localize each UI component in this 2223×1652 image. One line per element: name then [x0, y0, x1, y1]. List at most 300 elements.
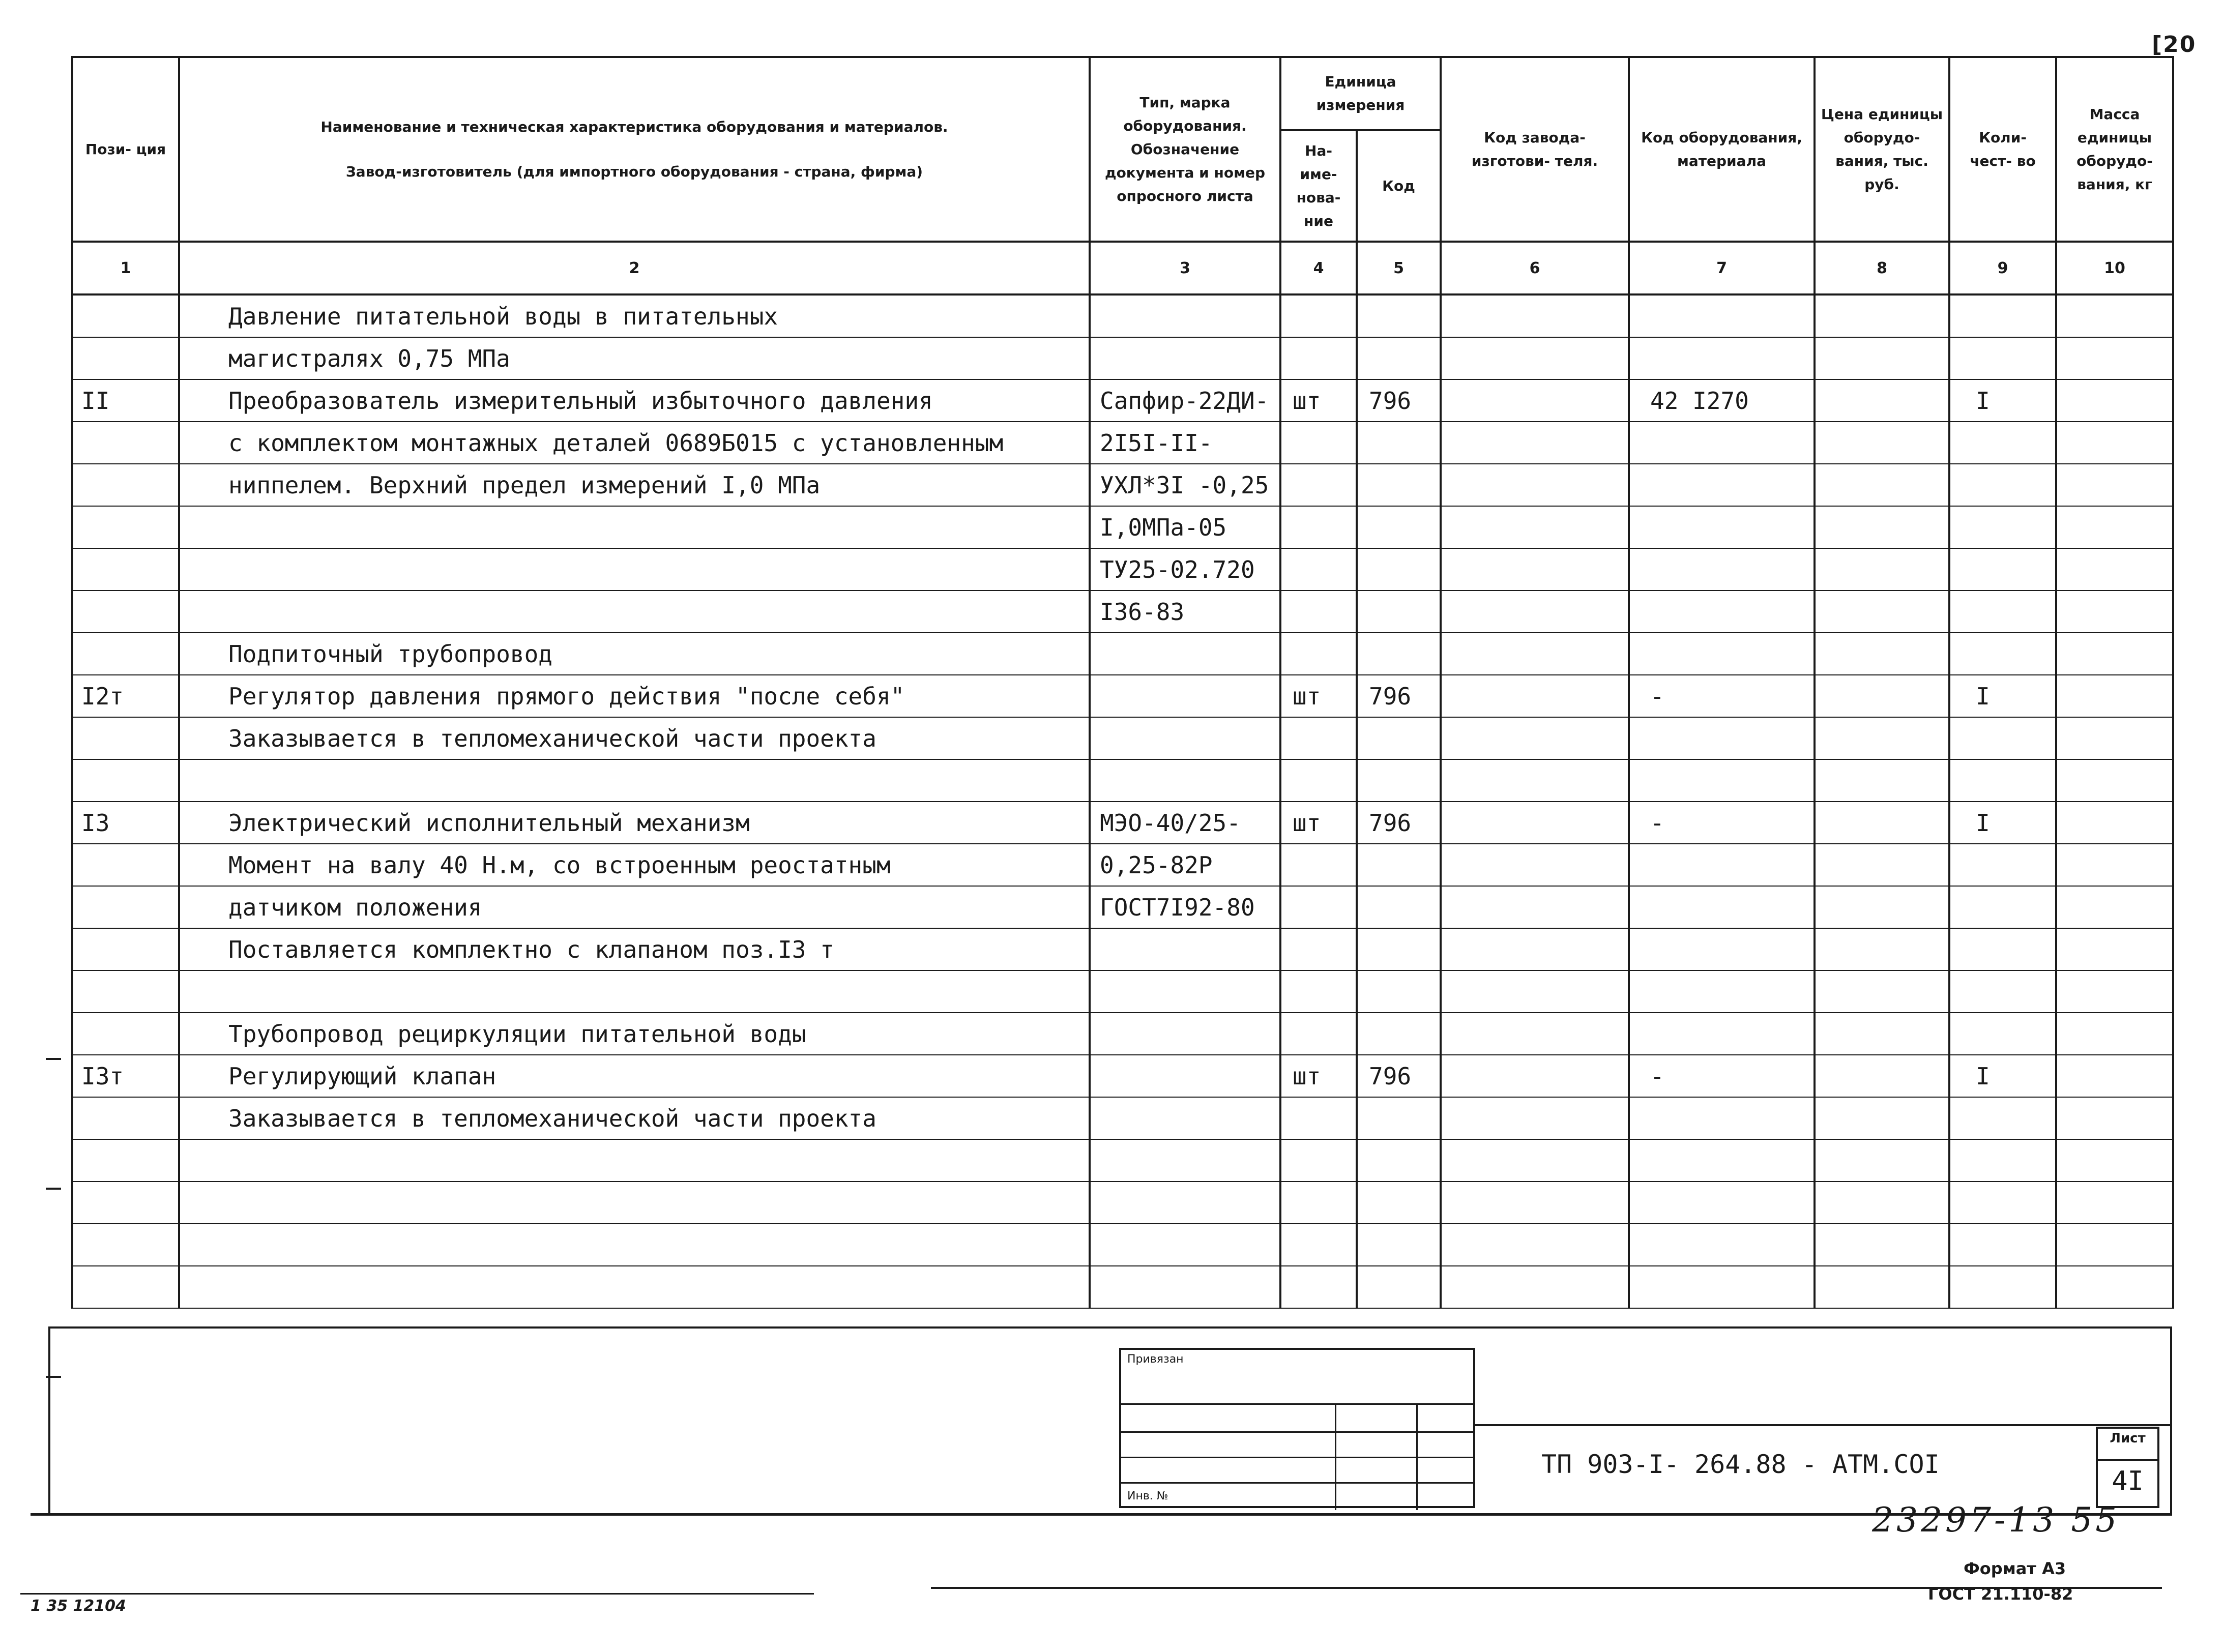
- table-row: [72, 1139, 2173, 1182]
- row-manufacturer-code: [1441, 422, 1629, 464]
- row-quantity: I: [1949, 1055, 2056, 1097]
- row-quantity: [1949, 886, 2056, 928]
- table-row: [72, 886, 2173, 928]
- row-price: [1815, 970, 1949, 1013]
- row-mass: [2056, 591, 2173, 633]
- row-price: [1815, 422, 1949, 464]
- stamp-title: Привязан: [1127, 1353, 1184, 1366]
- format-label: Формат А3: [1964, 1559, 2066, 1578]
- row-equipment-code: [1629, 844, 1815, 886]
- row-price: [1815, 337, 1949, 379]
- row-type: [1090, 1097, 1280, 1139]
- row-unit: [1280, 1182, 1357, 1224]
- document-code: ТП 903-I- 264.88 - АТМ.СОI: [1541, 1450, 1940, 1479]
- header-name-line1: Наименование и техническая характеристика оборудования и материалов.: [320, 118, 948, 135]
- row-unit: [1280, 844, 1357, 886]
- row-unit: [1280, 970, 1357, 1013]
- row-type: УХЛ*3I -0,25: [1090, 464, 1280, 506]
- row-unit-code: [1357, 1182, 1441, 1224]
- row-price: [1815, 759, 1949, 802]
- row-unit-code: [1357, 759, 1441, 802]
- row-position: [72, 633, 179, 675]
- row-equipment-code: -: [1629, 675, 1815, 717]
- row-quantity: [1949, 1182, 2056, 1224]
- row-price: [1815, 591, 1949, 633]
- row-position: [72, 1266, 179, 1308]
- stamp-line: [1121, 1457, 1473, 1458]
- column-number: 9: [1949, 242, 2056, 294]
- row-type: МЭО-40/25-: [1090, 802, 1280, 844]
- sheet-box: [2096, 1427, 2159, 1508]
- table-row: [72, 337, 2173, 379]
- row-unit-code: [1357, 1013, 1441, 1055]
- row-unit: [1280, 759, 1357, 802]
- row-name: [179, 591, 1090, 633]
- row-position: [72, 1224, 179, 1266]
- row-unit: шт: [1280, 1055, 1357, 1097]
- table-row: [72, 633, 2173, 675]
- frame-divider: [48, 1326, 2172, 1329]
- row-unit: [1280, 717, 1357, 759]
- gost-label: ГОСТ 21.110-82: [1928, 1584, 2073, 1604]
- table-row: [72, 294, 2173, 337]
- row-position: II: [72, 379, 179, 422]
- row-unit-code: [1357, 886, 1441, 928]
- table-row: [72, 717, 2173, 759]
- row-unit-code: [1357, 1097, 1441, 1139]
- table-row: [72, 1224, 2173, 1266]
- row-equipment-code: [1629, 717, 1815, 759]
- row-mass: [2056, 970, 2173, 1013]
- sheet-number: 4I: [2098, 1459, 2157, 1496]
- column-number: 3: [1090, 242, 1280, 294]
- frame-right-edge: [2170, 1326, 2172, 1515]
- row-type: [1090, 1055, 1280, 1097]
- row-type: [1090, 1182, 1280, 1224]
- row-manufacturer-code: [1441, 970, 1629, 1013]
- row-equipment-code: [1629, 1097, 1815, 1139]
- row-type: ТУ25-02.720: [1090, 548, 1280, 591]
- row-quantity: [1949, 1013, 2056, 1055]
- row-price: [1815, 717, 1949, 759]
- row-position: [72, 759, 179, 802]
- row-manufacturer-code: [1441, 379, 1629, 422]
- row-type: [1090, 337, 1280, 379]
- row-unit-code: 796: [1357, 802, 1441, 844]
- column-number: 2: [179, 242, 1090, 294]
- row-unit-code: [1357, 1266, 1441, 1308]
- row-quantity: I: [1949, 802, 2056, 844]
- row-mass: [2056, 1224, 2173, 1266]
- row-manufacturer-code: [1441, 506, 1629, 548]
- row-unit-code: 796: [1357, 1055, 1441, 1097]
- row-unit-code: [1357, 1224, 1441, 1266]
- row-unit: [1280, 1266, 1357, 1308]
- row-manufacturer-code: [1441, 337, 1629, 379]
- table-row: [72, 548, 2173, 591]
- row-name: [179, 1182, 1090, 1224]
- row-name: [179, 1224, 1090, 1266]
- row-equipment-code: [1629, 759, 1815, 802]
- handwritten-number: 23297-13 55: [1872, 1500, 2120, 1540]
- row-type: [1090, 717, 1280, 759]
- row-equipment-code: [1629, 294, 1815, 337]
- row-position: [72, 591, 179, 633]
- table-row: [72, 1182, 2173, 1224]
- row-name: Поставляется комплектно с клапаном поз.I3 т: [179, 928, 1090, 970]
- row-name: Регулятор давления прямого действия "после себя": [179, 675, 1090, 717]
- row-mass: [2056, 633, 2173, 675]
- row-manufacturer-code: [1441, 717, 1629, 759]
- row-mass: [2056, 1182, 2173, 1224]
- row-unit-code: [1357, 633, 1441, 675]
- row-type: [1090, 633, 1280, 675]
- row-unit: [1280, 886, 1357, 928]
- table-row: [72, 844, 2173, 886]
- row-position: [72, 970, 179, 1013]
- stamp-line: [1121, 1482, 1473, 1484]
- row-position: [72, 506, 179, 548]
- column-number: 10: [2056, 242, 2173, 294]
- row-unit-code: [1357, 717, 1441, 759]
- specification-table: [71, 56, 2174, 1309]
- row-quantity: [1949, 548, 2056, 591]
- row-position: I3т: [72, 1055, 179, 1097]
- row-equipment-code: [1629, 1266, 1815, 1308]
- column-number-row: [72, 242, 2173, 294]
- row-position: [72, 422, 179, 464]
- row-price: [1815, 294, 1949, 337]
- row-quantity: [1949, 506, 2056, 548]
- column-number: 4: [1280, 242, 1357, 294]
- row-type: I36-83: [1090, 591, 1280, 633]
- row-mass: [2056, 1013, 2173, 1055]
- row-unit: шт: [1280, 802, 1357, 844]
- row-mass: [2056, 337, 2173, 379]
- row-position: [72, 844, 179, 886]
- row-equipment-code: [1629, 548, 1815, 591]
- title-block-top-line: [1475, 1424, 2172, 1426]
- header-quantity: Коли- чест- во: [1949, 57, 2056, 242]
- row-manufacturer-code: [1441, 1097, 1629, 1139]
- row-name: магистралях 0,75 МПа: [179, 337, 1090, 379]
- row-type: [1090, 928, 1280, 970]
- row-equipment-code: -: [1629, 1055, 1815, 1097]
- header-units-group: Единица измерения: [1280, 57, 1441, 130]
- row-equipment-code: [1629, 633, 1815, 675]
- row-manufacturer-code: [1441, 844, 1629, 886]
- row-quantity: I: [1949, 379, 2056, 422]
- header-name-line2: Завод-изготовитель (для импортного оборудования - страна, фирма): [345, 163, 923, 180]
- row-quantity: [1949, 1224, 2056, 1266]
- row-equipment-code: 42 I270: [1629, 379, 1815, 422]
- table-row: [72, 759, 2173, 802]
- row-equipment-code: [1629, 337, 1815, 379]
- row-type: [1090, 1139, 1280, 1182]
- row-quantity: [1949, 717, 2056, 759]
- row-position: [72, 928, 179, 970]
- margin-tick: [46, 1058, 61, 1060]
- header-name: [179, 57, 1090, 242]
- row-equipment-code: [1629, 886, 1815, 928]
- row-name: [179, 970, 1090, 1013]
- row-mass: [2056, 506, 2173, 548]
- row-position: [72, 1013, 179, 1055]
- row-position: [72, 337, 179, 379]
- margin-tick: [46, 1188, 61, 1190]
- column-number: 8: [1815, 242, 1949, 294]
- row-equipment-code: [1629, 591, 1815, 633]
- table-row: [72, 591, 2173, 633]
- sheet-corner-mark: [20: [2152, 32, 2197, 57]
- row-mass: [2056, 1266, 2173, 1308]
- row-price: [1815, 886, 1949, 928]
- row-name: [179, 1266, 1090, 1308]
- row-manufacturer-code: [1441, 1266, 1629, 1308]
- row-manufacturer-code: [1441, 633, 1629, 675]
- row-position: [72, 548, 179, 591]
- row-position: I2т: [72, 675, 179, 717]
- row-manufacturer-code: [1441, 1224, 1629, 1266]
- row-type: ГОСТ7I92-80: [1090, 886, 1280, 928]
- row-position: [72, 1182, 179, 1224]
- row-mass: [2056, 844, 2173, 886]
- row-mass: [2056, 886, 2173, 928]
- row-unit: [1280, 506, 1357, 548]
- frame-left-edge: [48, 1326, 50, 1515]
- row-unit: [1280, 548, 1357, 591]
- table-row: [72, 422, 2173, 464]
- row-equipment-code: [1629, 1139, 1815, 1182]
- row-name: Подпиточный трубопровод: [179, 633, 1090, 675]
- header-row-1: [72, 57, 2173, 130]
- row-equipment-code: [1629, 1013, 1815, 1055]
- row-position: [72, 717, 179, 759]
- table-row: [72, 464, 2173, 506]
- row-position: [72, 1097, 179, 1139]
- row-name: с комплектом монтажных деталей 0689Б015 с установленным: [179, 422, 1090, 464]
- row-price: [1815, 1224, 1949, 1266]
- row-price: [1815, 802, 1949, 844]
- row-price: [1815, 1055, 1949, 1097]
- row-type: [1090, 1224, 1280, 1266]
- row-name: [179, 759, 1090, 802]
- row-unit-code: [1357, 1139, 1441, 1182]
- row-unit-code: [1357, 506, 1441, 548]
- row-equipment-code: [1629, 1224, 1815, 1266]
- row-type: Сапфир-22ДИ-: [1090, 379, 1280, 422]
- row-name: Трубопровод рециркуляции питательной воды: [179, 1013, 1090, 1055]
- row-unit-code: [1357, 970, 1441, 1013]
- table-row: [72, 928, 2173, 970]
- row-mass: [2056, 759, 2173, 802]
- frame-bottom-edge: [31, 1513, 2172, 1516]
- row-name: ниппелем. Верхний предел измерений I,0 МПа: [179, 464, 1090, 506]
- stamp-line: [1121, 1403, 1473, 1405]
- stamp-vline: [1335, 1403, 1336, 1510]
- header-equipment-code: Код оборудования, материала: [1629, 57, 1815, 242]
- row-quantity: [1949, 759, 2056, 802]
- row-unit: [1280, 422, 1357, 464]
- row-manufacturer-code: [1441, 1139, 1629, 1182]
- row-unit-code: [1357, 928, 1441, 970]
- row-equipment-code: -: [1629, 802, 1815, 844]
- row-equipment-code: [1629, 506, 1815, 548]
- row-unit-code: [1357, 591, 1441, 633]
- row-mass: [2056, 422, 2173, 464]
- row-unit: [1280, 464, 1357, 506]
- header-type: Тип, марка оборудования. Обозначение документа и номер опросного листа: [1090, 57, 1280, 242]
- approval-stamp: [1119, 1348, 1475, 1508]
- row-quantity: [1949, 337, 2056, 379]
- row-name: Заказывается в тепломеханической части проекта: [179, 1097, 1090, 1139]
- sheet-label: Лист: [2110, 1431, 2146, 1446]
- row-quantity: I: [1949, 675, 2056, 717]
- header-position: Пози- ция: [72, 57, 179, 242]
- row-price: [1815, 1266, 1949, 1308]
- row-mass: [2056, 464, 2173, 506]
- row-unit-code: [1357, 422, 1441, 464]
- row-manufacturer-code: [1441, 675, 1629, 717]
- row-manufacturer-code: [1441, 548, 1629, 591]
- row-price: [1815, 1139, 1949, 1182]
- row-mass: [2056, 802, 2173, 844]
- inventory-number: 1 35 12104: [31, 1597, 126, 1615]
- header-mass: Масса единицы оборудо-вания, кг: [2056, 57, 2173, 242]
- footer-line-left: [20, 1593, 814, 1595]
- row-position: [72, 886, 179, 928]
- row-unit: [1280, 633, 1357, 675]
- row-manufacturer-code: [1441, 1055, 1629, 1097]
- row-name: Электрический исполнительный механизм: [179, 802, 1090, 844]
- row-name: Заказывается в тепломеханической части проекта: [179, 717, 1090, 759]
- row-unit-code: [1357, 294, 1441, 337]
- row-quantity: [1949, 464, 2056, 506]
- stamp-inventory-label: Инв. №: [1127, 1490, 1168, 1502]
- row-quantity: [1949, 1139, 2056, 1182]
- row-price: [1815, 1013, 1949, 1055]
- row-name: датчиком положения: [179, 886, 1090, 928]
- row-unit: шт: [1280, 379, 1357, 422]
- row-manufacturer-code: [1441, 928, 1629, 970]
- row-unit: [1280, 1097, 1357, 1139]
- row-mass: [2056, 717, 2173, 759]
- table-row: [72, 1097, 2173, 1139]
- row-mass: [2056, 1097, 2173, 1139]
- row-price: [1815, 633, 1949, 675]
- row-type: [1090, 1266, 1280, 1308]
- row-type: 0,25-82Р: [1090, 844, 1280, 886]
- row-position: [72, 1139, 179, 1182]
- row-type: [1090, 675, 1280, 717]
- row-quantity: [1949, 970, 2056, 1013]
- row-mass: [2056, 548, 2173, 591]
- row-type: 2I5I-II-: [1090, 422, 1280, 464]
- row-quantity: [1949, 422, 2056, 464]
- row-type: I,0МПа-05: [1090, 506, 1280, 548]
- row-equipment-code: [1629, 928, 1815, 970]
- header-unit-name: На- име- нова- ние: [1280, 130, 1357, 242]
- row-position: [72, 464, 179, 506]
- row-mass: [2056, 1055, 2173, 1097]
- row-manufacturer-code: [1441, 591, 1629, 633]
- row-manufacturer-code: [1441, 294, 1629, 337]
- row-type: [1090, 1013, 1280, 1055]
- row-unit: шт: [1280, 675, 1357, 717]
- row-manufacturer-code: [1441, 802, 1629, 844]
- row-quantity: [1949, 591, 2056, 633]
- row-name: Момент на валу 40 Н.м, со встроенным реостатным: [179, 844, 1090, 886]
- row-mass: [2056, 675, 2173, 717]
- row-equipment-code: [1629, 1182, 1815, 1224]
- row-price: [1815, 1097, 1949, 1139]
- table-row: [72, 802, 2173, 844]
- column-number: 5: [1357, 242, 1441, 294]
- row-quantity: [1949, 1097, 2056, 1139]
- row-name: [179, 506, 1090, 548]
- row-unit: [1280, 928, 1357, 970]
- column-number: 7: [1629, 242, 1815, 294]
- row-quantity: [1949, 844, 2056, 886]
- row-equipment-code: [1629, 970, 1815, 1013]
- row-unit: [1280, 337, 1357, 379]
- table-row: [72, 506, 2173, 548]
- row-type: [1090, 759, 1280, 802]
- table-row: [72, 1013, 2173, 1055]
- row-mass: [2056, 294, 2173, 337]
- row-equipment-code: [1629, 464, 1815, 506]
- row-quantity: [1949, 928, 2056, 970]
- row-unit: [1280, 1139, 1357, 1182]
- row-type: [1090, 970, 1280, 1013]
- row-mass: [2056, 379, 2173, 422]
- stamp-line: [1121, 1431, 1473, 1433]
- table-row: [72, 379, 2173, 422]
- row-price: [1815, 464, 1949, 506]
- row-type: [1090, 294, 1280, 337]
- row-price: [1815, 1182, 1949, 1224]
- row-manufacturer-code: [1441, 1182, 1629, 1224]
- row-unit: [1280, 1013, 1357, 1055]
- row-name: Давление питательной воды в питательных: [179, 294, 1090, 337]
- row-quantity: [1949, 1266, 2056, 1308]
- row-unit-code: [1357, 548, 1441, 591]
- row-manufacturer-code: [1441, 886, 1629, 928]
- row-unit-code: 796: [1357, 379, 1441, 422]
- row-unit: [1280, 1224, 1357, 1266]
- row-unit-code: 796: [1357, 675, 1441, 717]
- stamp-vline: [1416, 1403, 1418, 1510]
- row-price: [1815, 675, 1949, 717]
- row-price: [1815, 928, 1949, 970]
- row-mass: [2056, 928, 2173, 970]
- row-position: I3: [72, 802, 179, 844]
- row-quantity: [1949, 633, 2056, 675]
- row-name: [179, 548, 1090, 591]
- row-unit: [1280, 294, 1357, 337]
- row-price: [1815, 548, 1949, 591]
- row-unit-code: [1357, 337, 1441, 379]
- row-price: [1815, 506, 1949, 548]
- header-price: Цена единицы оборудо-вания, тыс. руб.: [1815, 57, 1949, 242]
- row-manufacturer-code: [1441, 1013, 1629, 1055]
- row-price: [1815, 379, 1949, 422]
- table-row: [72, 970, 2173, 1013]
- row-name: Преобразователь измерительный избыточного давления: [179, 379, 1090, 422]
- row-quantity: [1949, 294, 2056, 337]
- row-unit: [1280, 591, 1357, 633]
- row-manufacturer-code: [1441, 759, 1629, 802]
